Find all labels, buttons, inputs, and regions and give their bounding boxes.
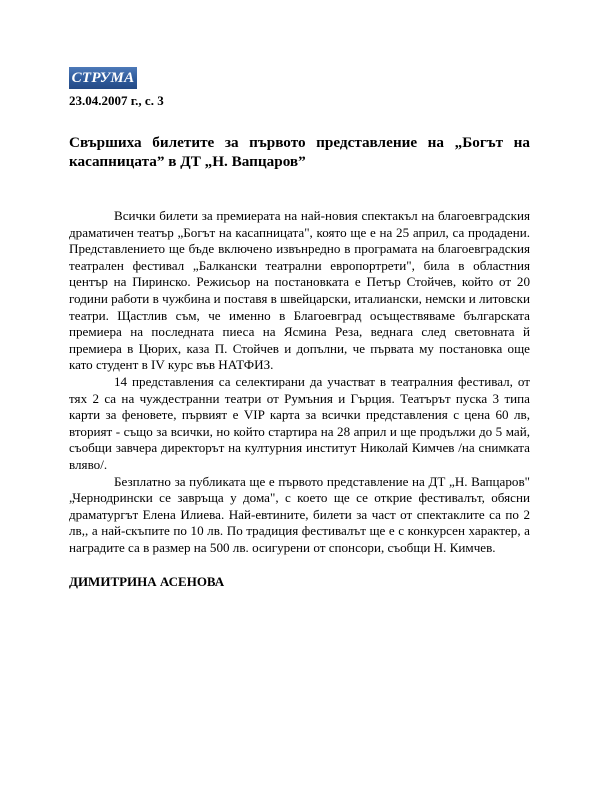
article-paragraph-1: Всички билети за премиерата на най-новия спектакъл на благоевградския драматичен театър „Богът на касапницата", която ще е на 25 април, са продадени. Представлението ще бъде включено извънредно в програмата на благоевградския театрален фестивал „Балкански театрални европортрети", била в областния център на Пиринско. Режисьор на постановката е Петър Стойчев, който от 20 години работи в чужбина и поставя в швейцарски, италиански, немски и литовски театри. Щастлив съм, че именно в Благоевград осъществяваме българската премиера на последната пиеса на Ясмина Реза, веднага след световната й премиера в Цюрих, каза П. Стойчев и допълни, че първата му постановка още като студент в IV курс във НАТФИЗ.: [69, 208, 530, 373]
article-paragraph-2: 14 представления са селектирани да участват в театралния фестивал, от тях 2 са на чуждестранни театри от Румъния и Гърция. Театърът пуска 3 типа карти за феновете, първият е VIP карта за всички представления с цена 60 лв, вторият - също за всички, но който стартира на 28 април и ще продължи до 5 май, съобщи завчера директорът на културния институт Николай Кимчев /на снимката вляво/.: [69, 373, 530, 472]
newspaper-logo: СТРУМА: [69, 67, 137, 89]
article-body: [69, 208, 530, 556]
article-author: ДИМИТРИНА АСЕНОВА: [69, 574, 225, 589]
article-headline: Свършиха билетите за първото представление на „Богът на касапницата” в ДТ „Н. Вапцаров”: [69, 134, 530, 170]
issue-date-page: 23.04.2007 г., с. 3: [69, 93, 164, 108]
article-paragraph-3: Безплатно за публиката ще е първото представление на ДТ „Н. Вапцаров" „Чернодрински се завръща у дома", с което ще се открие фестивалът, обясни драматургът Елена Илиева. Най-евтините, билети за част от спектаклите са по 2 лв,, а най-скъпите по 10 лв. По традиция фестивалът ще е с конкурсен характер, а наградите са в размер на 500 лв. осигурени от спонсори, съобщи Н. Кимчев.: [69, 473, 530, 555]
